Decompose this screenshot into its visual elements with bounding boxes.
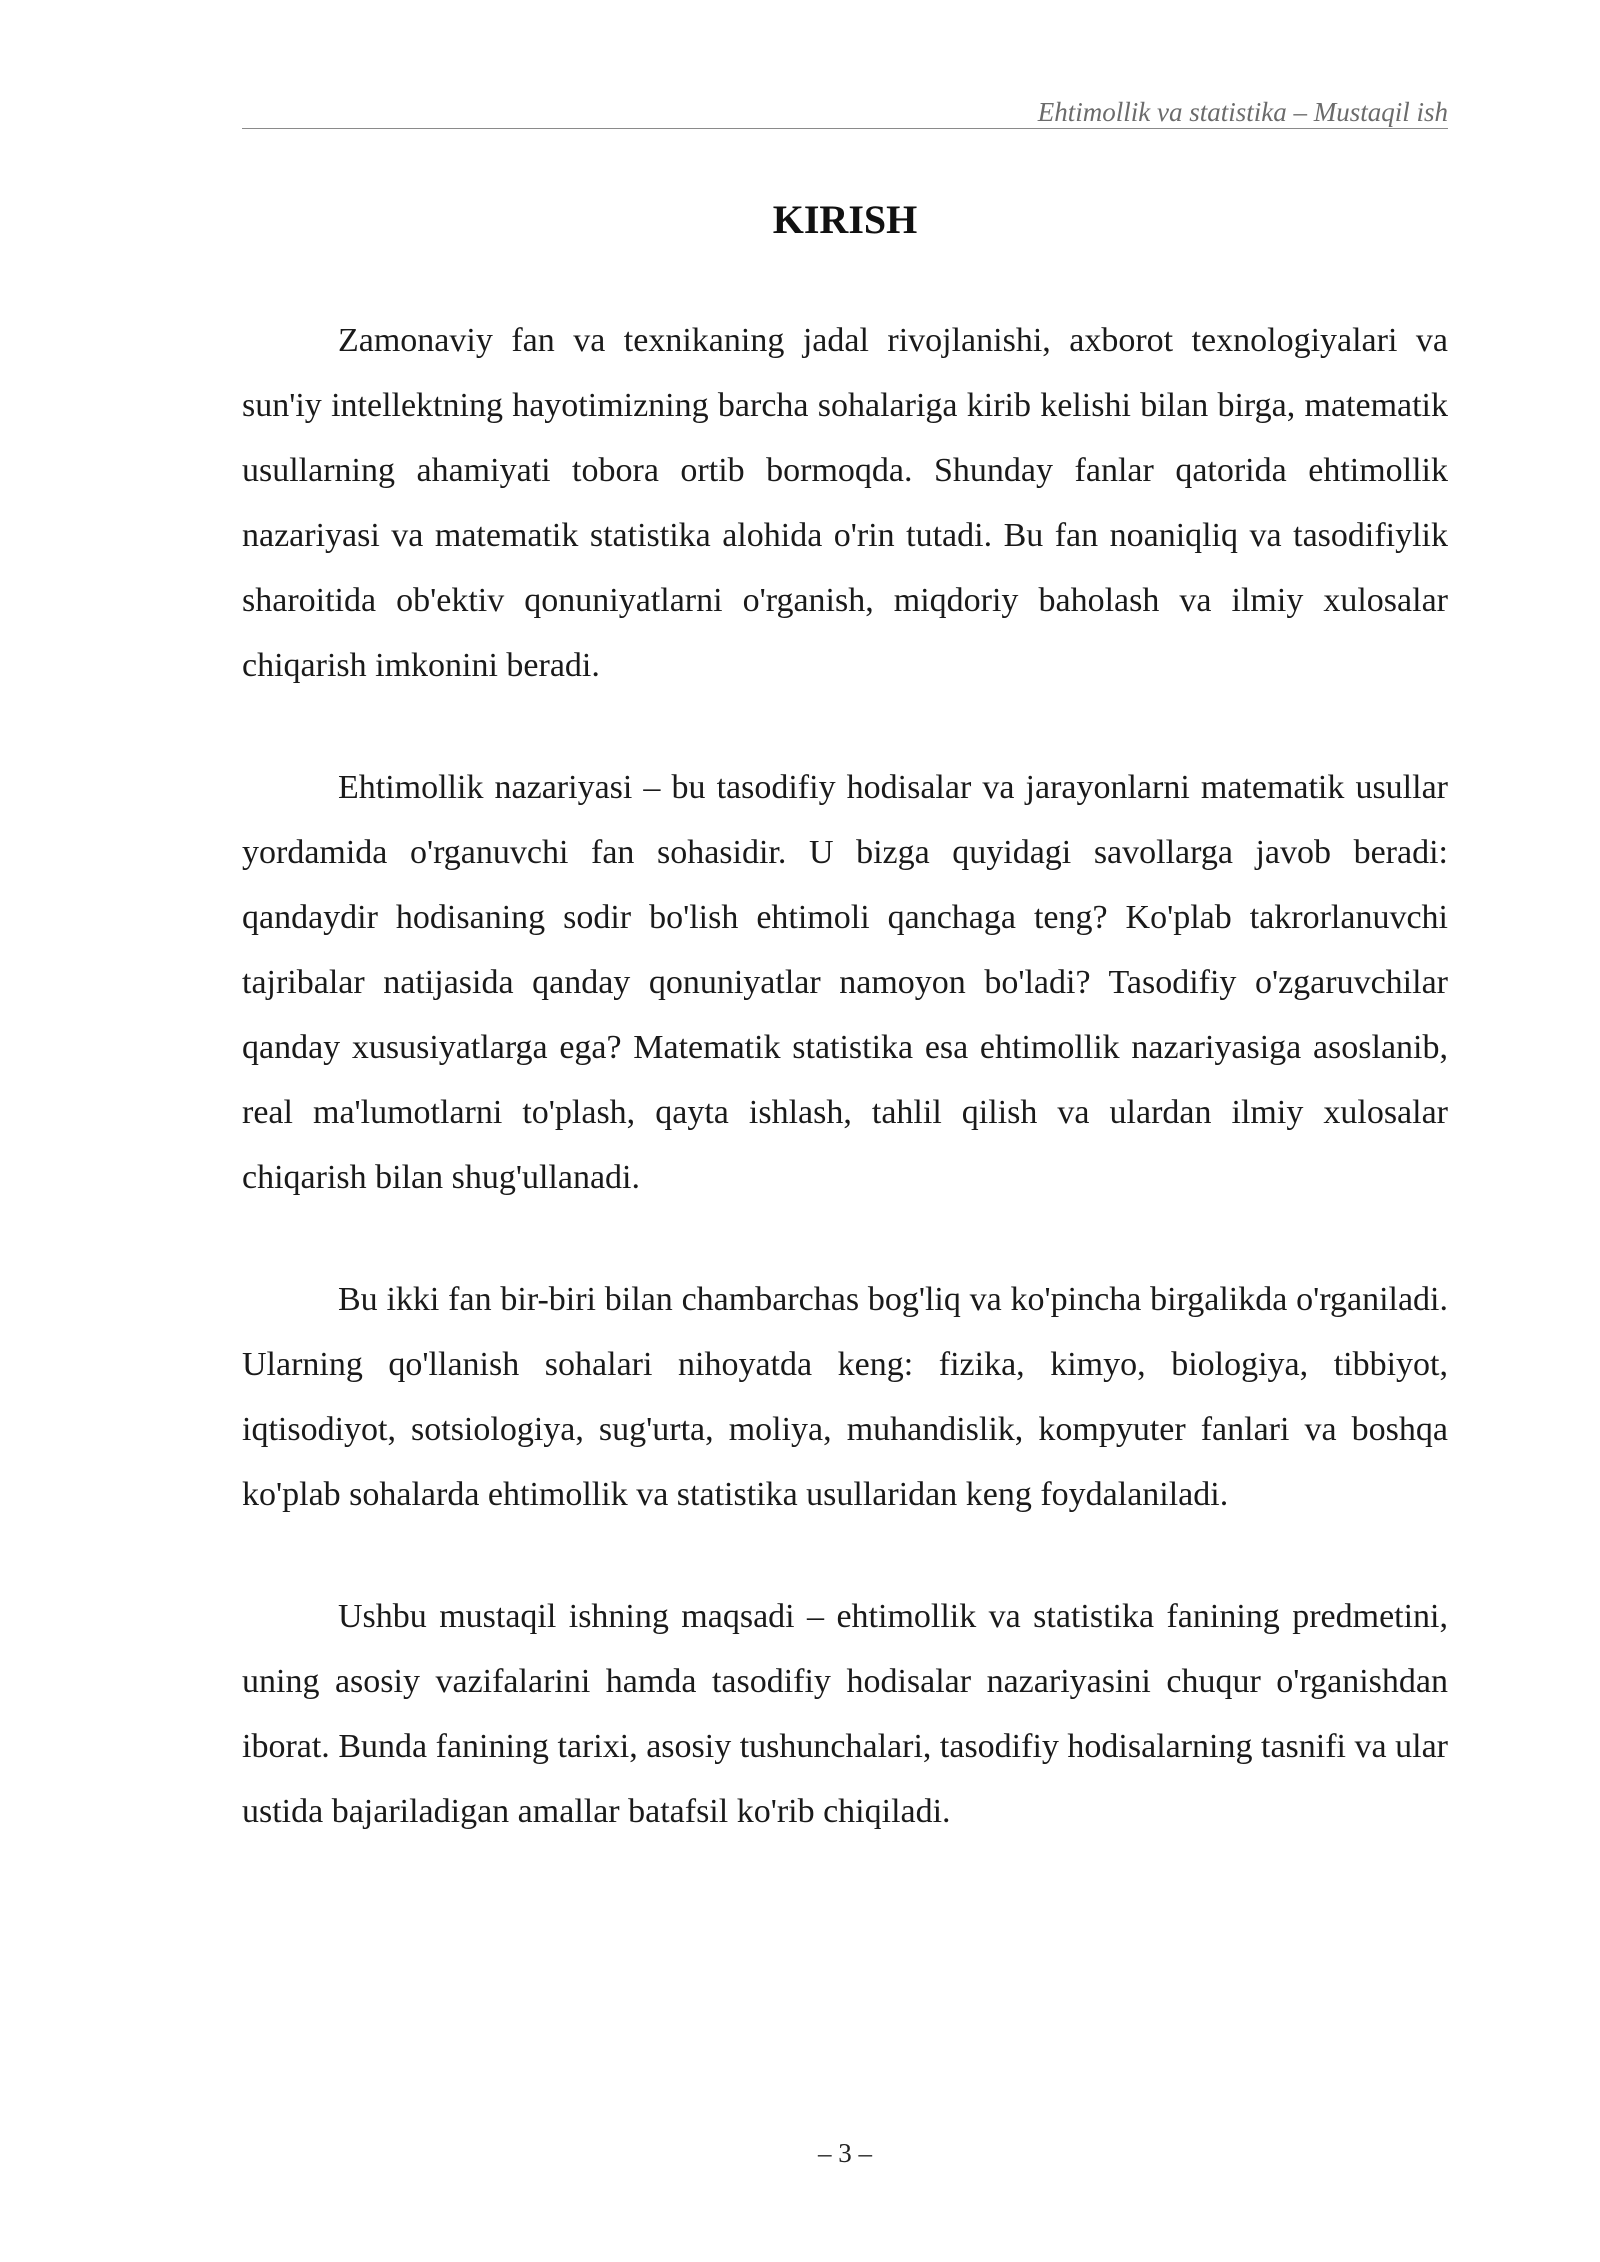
header-divider [242,128,1448,129]
paragraph: Bu ikki fan bir-biri bilan chambarchas bog'liq va ko'pincha birgalikda o'rganiladi. Ularning qo'llanish sohalari nihoyatda keng: fizika, kimyo, biologiya, tibbiyot, iqtisodiyot, sotsiologiya, sug'urta, moliya, muhandislik, kompyuter fanlari va boshqa ko'plab sohalarda ehtimollik va statistika usullaridan keng foydalaniladi. [242,1281,1448,1513]
running-header: Ehtimollik va statistika – Mustaqil ish [1037,97,1448,127]
paragraph: Zamonaviy fan va texnikaning jadal rivojlanishi, axborot texnologiyalari va sun'iy intellektning hayotimizning barcha sohalariga kirib kelishi bilan birga, matematik usullarning ahamiyati tobora ortib bormoqda. Shunday fanlar qatorida ehtimollik nazariyasi va matematik statistika alohida o'rin tutadi. Bu fan noaniqliq va tasodifiylik sharoitida ob'ektiv qonuniyatlarni o'rganish, miqdoriy baholash va ilmiy xulosalar chiqarish imkonini beradi. [242,322,1448,684]
paragraph: Ushbu mustaqil ishning maqsadi – ehtimollik va statistika fanining predmetini, uning asosiy vazifalarini hamda tasodifiy hodisalar nazariyasini chuqur o'rganishdan iborat. Bunda fanining tarixi, asosiy tushunchalari, tasodifiy hodisalarning tasnifi va ular ustida bajariladigan amallar batafsil ko'rib chiqiladi. [242,1598,1448,1830]
paragraph: Ehtimollik nazariyasi – bu tasodifiy hodisalar va jarayonlarni matematik usullar yordamida o'rganuvchi fan sohasidir. U bizga quyidagi savollarga javob beradi: qandaydir hodisaning sodir bo'lish ehtimoli qanchaga teng? Ko'plab takrorlanuvchi tajribalar natijasida qanday qonuniyatlar namoyon bo'ladi? Tasodifiy o'zgaruvchilar qanday xususiyatlarga ega? Matematik statistika esa ehtimollik nazariyasiga asoslanib, real ma'lumotlarni to'plash, qayta ishlash, tahlil qilish va ulardan ilmiy xulosalar chiqarish bilan shug'ullanadi. [242,769,1448,1196]
body-text [242,308,1448,1901]
page-number: – 3 – [818,2138,872,2168]
section-title: KIRISH [772,197,918,242]
